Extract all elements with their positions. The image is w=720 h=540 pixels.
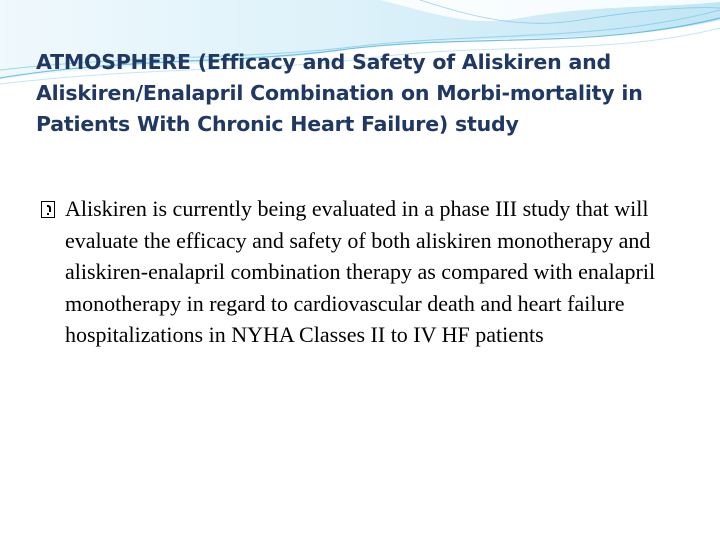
bullet-item	[40, 193, 690, 351]
replacement-character-icon	[41, 201, 55, 218]
bullet-text: Aliskiren is currently being evaluated in a phase III study that will evaluate the efficacy and safety of both aliskiren monotherapy and aliskiren-enalapril combination therapy as compared with enalapril monotherapy in regard to cardiovascular death and heart failure hospitalizations in NYHA Classes II to IV HF patients	[65, 196, 656, 347]
slide-title: ATMOSPHERE (Efficacy and Safety of Aliskiren and Aliskiren/Enalapril Combination on Morbi-mortality in Patients With Chronic Heart Failure) study	[36, 50, 643, 136]
bullet-list	[40, 193, 690, 351]
